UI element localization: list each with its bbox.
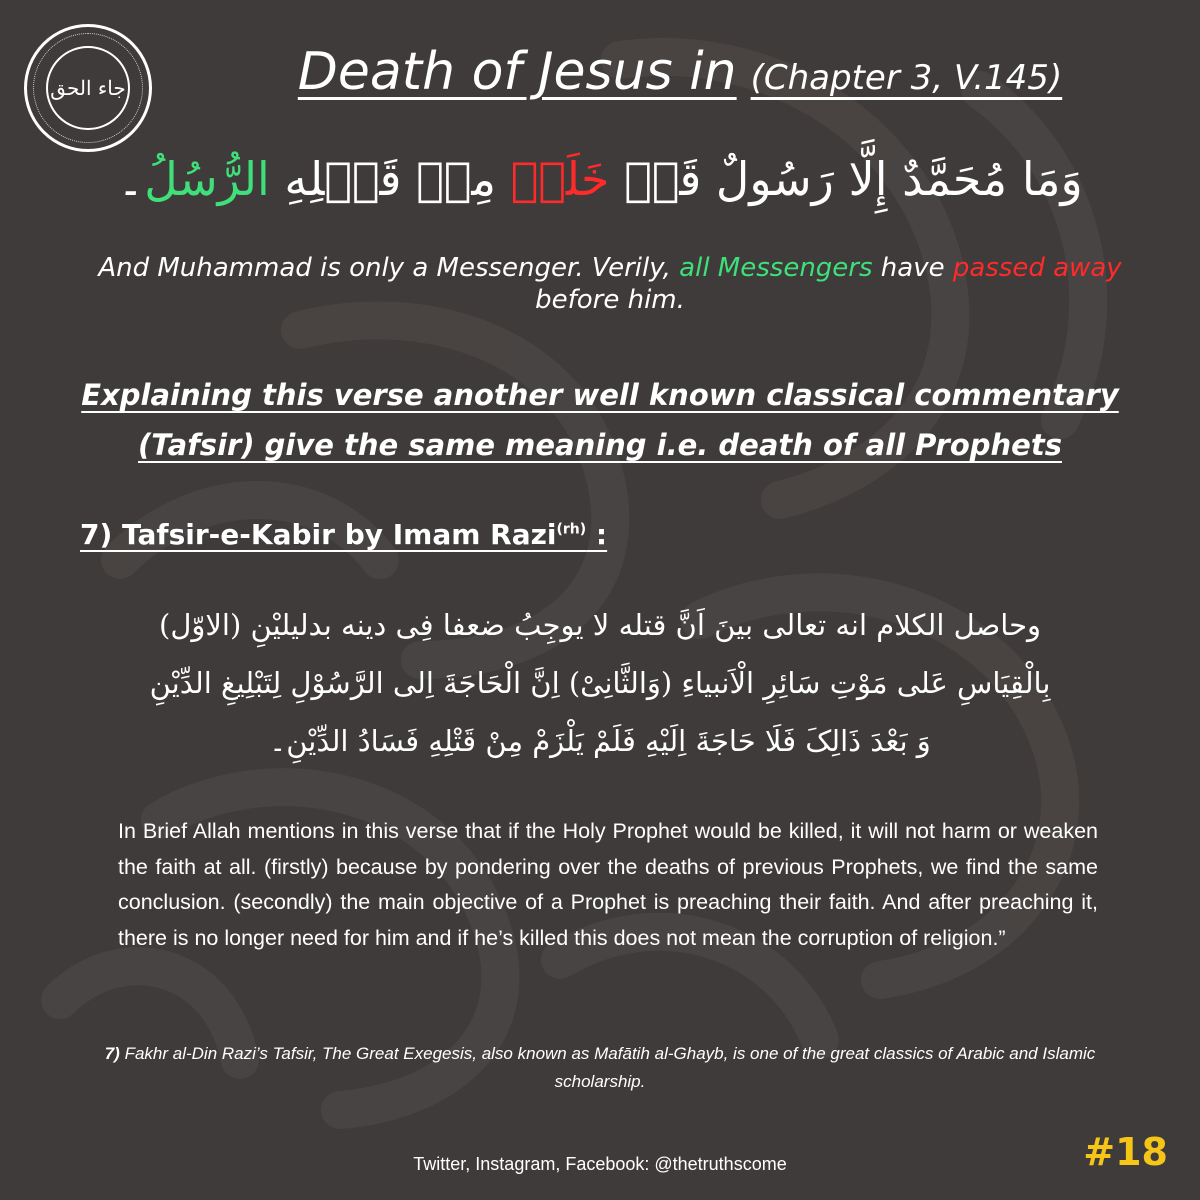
verse-arabic-highlight-green: الرُّسُلُ — [144, 152, 270, 206]
verse-arabic-part2: مِنۡ قَبۡلِهِ — [269, 152, 511, 206]
verse-arabic-end: ۔ — [117, 152, 145, 206]
translation-part1: And Muhammad is only a Messenger. Verily, — [98, 253, 680, 283]
source-subheading — [80, 518, 607, 551]
footnote — [80, 1040, 1120, 1096]
arabic-commentary-line3: وَ بَعْدَ ذَالِکَ فَلَا حَاجَةَ اِلَيْهِ فَلَمْ يَلْزَمْ مِنْ قَتْلِهِ فَسَادُ الدِّيْنِ۔ — [269, 724, 931, 758]
page-title — [0, 42, 1200, 102]
translation-part2: have — [872, 253, 953, 283]
title-main: Death of Jesus in — [297, 42, 737, 102]
arabic-commentary — [60, 596, 1140, 770]
arabic-commentary-line1: وحاصل الكلام انه تعالى بينَ اَنَّ قتله لا يوجِبُ ضعفا فِى دينه بدليليْنِ (الاوّل) — [159, 608, 1041, 642]
subheading-suffix: : — [586, 518, 608, 551]
title-reference: (Chapter 3, V.145) — [750, 58, 1063, 98]
translation-highlight-green: all Messengers — [679, 253, 873, 283]
heading-line2: (Tafsir) give the same meaning i.e. death of all Prophets — [138, 428, 1062, 462]
arabic-commentary-line2: بِالْقِيَاسِ عَلى مَوْتِ سَائِرِ الْاَنبياءِ (وَالثَّانِىْ) اِنَّ الْحَاجَةَ اِلى الرَّسُوْلِ لِتَبْلِيغِ الدِّيْنِ — [149, 666, 1051, 700]
heading-line1: Explaining this verse another well known classical commentary — [81, 378, 1119, 412]
verse-arabic — [0, 152, 1200, 206]
social-handles: Twitter, Instagram, Facebook: @thetruthscome — [413, 1154, 787, 1174]
subheading-superscript: (rh) — [556, 521, 587, 538]
brief-explanation: In Brief Allah mentions in this verse that if the Holy Prophet would be killed, it will not harm or weaken the faith at all. (firstly) because by pondering over the deaths of previous Prophets, we find the same conclusion. (secondly) the main objective of a Prophet is preaching their faith. And after preaching it, there is no longer need for him and if he’s killed this does not mean the corruption of religion.” — [118, 819, 1098, 950]
verse-arabic-highlight-red: خَلَتۡ — [510, 152, 610, 206]
translation-part3: before him. — [535, 285, 685, 315]
footnote-number: 7) — [104, 1044, 120, 1063]
footnote-text: Fakhr al-Din Razi’s Tafsir, The Great Exegesis, also known as Mafātih al-Ghayb, is one of the great classics of Arabic and Islamic scholarship. — [119, 1044, 1096, 1091]
subheading-text: 7) Tafsir-e-Kabir by Imam Razi — [80, 518, 557, 551]
verse-arabic-part1: وَمَا مُحَمَّدٌ إِلَّا رَسُولٌ قَدۡ — [609, 152, 1083, 206]
translation-highlight-red: passed away — [952, 253, 1122, 283]
seal-icon: جاء الحق — [46, 46, 130, 130]
page-number-badge: #18 — [1083, 1130, 1168, 1174]
verse-translation — [70, 252, 1150, 316]
section-heading — [40, 370, 1160, 470]
